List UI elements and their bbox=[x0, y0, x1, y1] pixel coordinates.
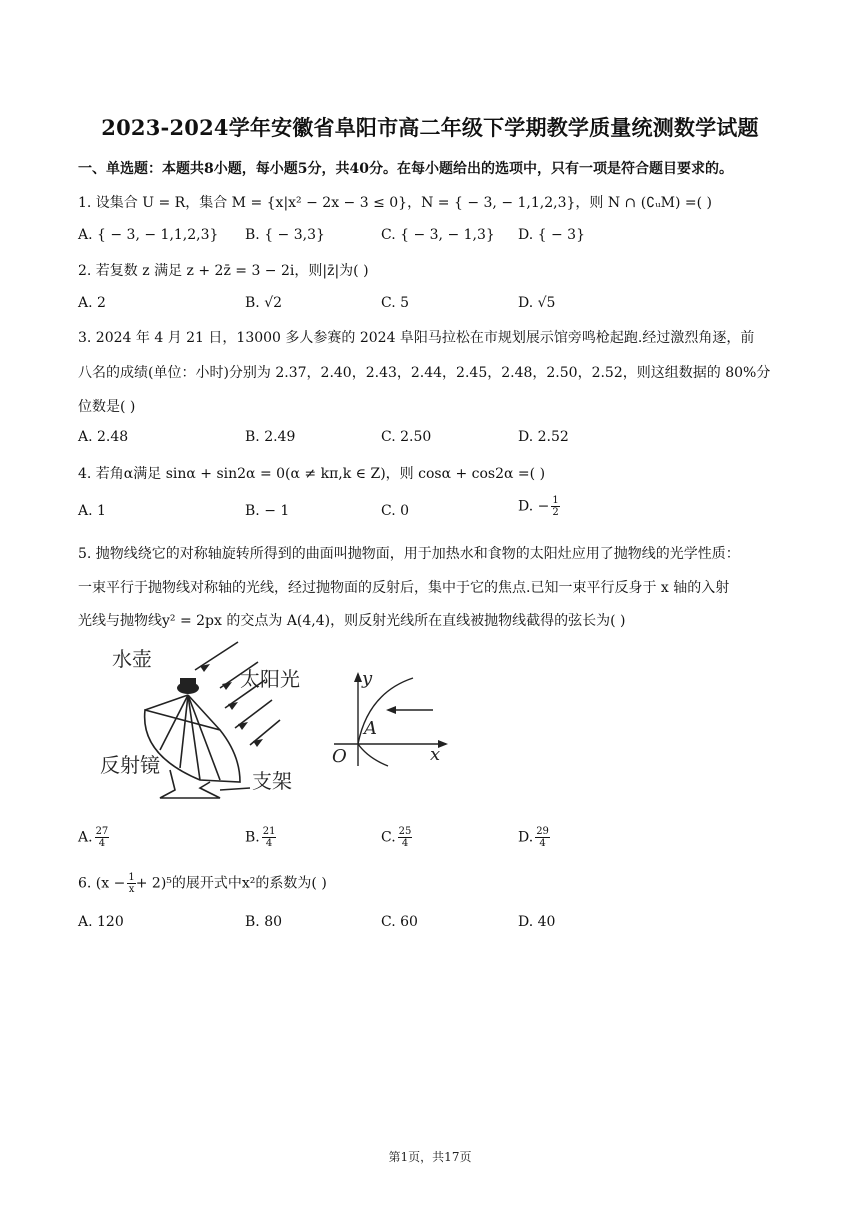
q1-option-a: A. { − 3, − 1,1,2,3} bbox=[78, 227, 219, 243]
question-5-stem-line3: 光线与抛物线y² = 2px 的交点为 A(4,4)，则反射光线所在直线被抛物线截得的弦长为( ) bbox=[78, 613, 626, 629]
q4-option-d bbox=[518, 495, 560, 518]
q4-option-a: A. 1 bbox=[78, 503, 106, 519]
fraction-numerator: 29 bbox=[536, 826, 549, 837]
label-stand: 支架 bbox=[252, 769, 292, 793]
q5-option-d-prefix: D. bbox=[518, 829, 534, 846]
fraction-numerator: 27 bbox=[95, 826, 109, 837]
q5-option-c-fraction bbox=[398, 826, 413, 849]
q5-option-d-fraction bbox=[535, 826, 550, 849]
section-heading: 一、单选题：本题共8小题，每小题5分，共40分。在每小题给出的选项中，只有一项是符合题目要求的。 bbox=[78, 161, 733, 177]
q4-option-d-fraction bbox=[551, 495, 559, 518]
fraction-denominator: 4 bbox=[539, 838, 546, 849]
q3-option-a: A. 2.48 bbox=[78, 429, 129, 445]
q5-option-b bbox=[245, 826, 276, 849]
fraction-denominator: 2 bbox=[552, 507, 559, 518]
question-2-stem: 2. 若复数 z 满足 z + 2z̄ = 3 − 2i，则|z̄|为( ) bbox=[78, 263, 369, 279]
q6-stem-part-b: + 2)⁵的展开式中x²的系数为( ) bbox=[135, 875, 327, 892]
question-4-stem: 4. 若角α满足 sinα + sin2α = 0(α ≠ kπ,k ∈ Z)，则 cosα + cos2α =( ) bbox=[78, 466, 546, 482]
q5-option-b-fraction bbox=[262, 826, 277, 849]
question-3-stem-line3: 位数是( ) bbox=[78, 399, 136, 415]
q3-option-b: B. 2.49 bbox=[245, 429, 296, 445]
fraction-numerator: 1 bbox=[552, 495, 559, 506]
label-axis-x: x bbox=[430, 744, 441, 765]
q5-option-a bbox=[78, 826, 109, 849]
page-title: 2023-2024学年安徽省阜阳市高二年级下学期教学质量统测数学试题 bbox=[101, 115, 759, 140]
q6-stem-part-a: 6. (x − bbox=[78, 875, 126, 892]
label-mirror: 反射镜 bbox=[100, 753, 160, 777]
fraction-numerator: 25 bbox=[398, 826, 412, 837]
q1-option-c: C. { − 3, − 1,3} bbox=[381, 227, 495, 243]
q5-option-a-prefix: A. bbox=[78, 829, 93, 846]
fraction-numerator: 1 bbox=[128, 872, 135, 883]
q5-option-b-prefix: B. bbox=[245, 829, 260, 846]
solar-cooker-figure bbox=[100, 640, 332, 815]
q2-option-d: D. √5 bbox=[518, 295, 556, 311]
question-3-stem-line2: 八名的成绩(单位：小时)分别为 2.37，2.40，2.43，2.44，2.45，2.48，2.50，2.52，则这组数据的 80%分 bbox=[78, 365, 771, 381]
q5-option-c bbox=[381, 826, 412, 849]
question-5-stem-line1: 5. 抛物线绕它的对称轴旋转所得到的曲面叫抛物面，用于加热水和食物的太阳灶应用了抛物线的光学性质： bbox=[78, 546, 740, 562]
q6-stem-fraction bbox=[127, 872, 135, 895]
q1-option-b: B. { − 3,3} bbox=[245, 227, 325, 243]
label-kettle: 水壶 bbox=[112, 647, 152, 671]
q5-option-c-prefix: C. bbox=[381, 829, 396, 846]
q5-option-a-fraction bbox=[95, 826, 110, 849]
label-point-a: A bbox=[364, 718, 377, 739]
q6-option-c: C. 60 bbox=[381, 914, 418, 930]
q4-option-d-prefix: D. − bbox=[518, 498, 550, 515]
fraction-denominator: 4 bbox=[401, 838, 409, 849]
q4-option-b: B. − 1 bbox=[245, 503, 290, 519]
page-footer: 第1页，共17页 bbox=[388, 1150, 472, 1164]
q2-option-a: A. 2 bbox=[78, 295, 106, 311]
question-5-stem-line2: 一束平行于抛物线对称轴的光线，经过抛物面的反射后，集中于它的焦点.已知一束平行反身于 x 轴的入射 bbox=[78, 580, 730, 596]
q6-option-b: B. 80 bbox=[245, 914, 283, 930]
q2-option-b: B. √2 bbox=[245, 295, 283, 311]
question-3-stem-line1: 3. 2024 年 4 月 21 日，13000 多人参赛的 2024 阜阳马拉松在市规划展示馆旁鸣枪起跑.经过激烈角逐，前 bbox=[78, 330, 755, 346]
question-1-stem: 1. 设集合 U = R，集合 M = {x|x² − 2x − 3 ≤ 0}，N = { − 3, − 1,1,2,3}，则 N ∩ (∁ᵤM) =( ) bbox=[78, 195, 713, 211]
label-origin: O bbox=[332, 746, 347, 767]
question-6-stem bbox=[78, 872, 327, 895]
q3-option-d: D. 2.52 bbox=[518, 429, 569, 445]
q3-option-c: C. 2.50 bbox=[381, 429, 432, 445]
label-axis-y: y bbox=[362, 668, 373, 689]
q6-option-d: D. 40 bbox=[518, 914, 556, 930]
fraction-numerator: 21 bbox=[262, 826, 276, 837]
fraction-denominator: 4 bbox=[265, 838, 273, 849]
q5-option-d bbox=[518, 826, 550, 849]
label-sunlight: 太阳光 bbox=[240, 667, 300, 691]
q4-option-c: C. 0 bbox=[381, 503, 410, 519]
fraction-denominator: x bbox=[128, 884, 135, 895]
q6-option-a: A. 120 bbox=[78, 914, 124, 930]
fraction-denominator: 4 bbox=[98, 838, 106, 849]
q1-option-d: D. { − 3} bbox=[518, 227, 585, 243]
q2-option-c: C. 5 bbox=[381, 295, 410, 311]
parabola-figure bbox=[328, 668, 452, 768]
